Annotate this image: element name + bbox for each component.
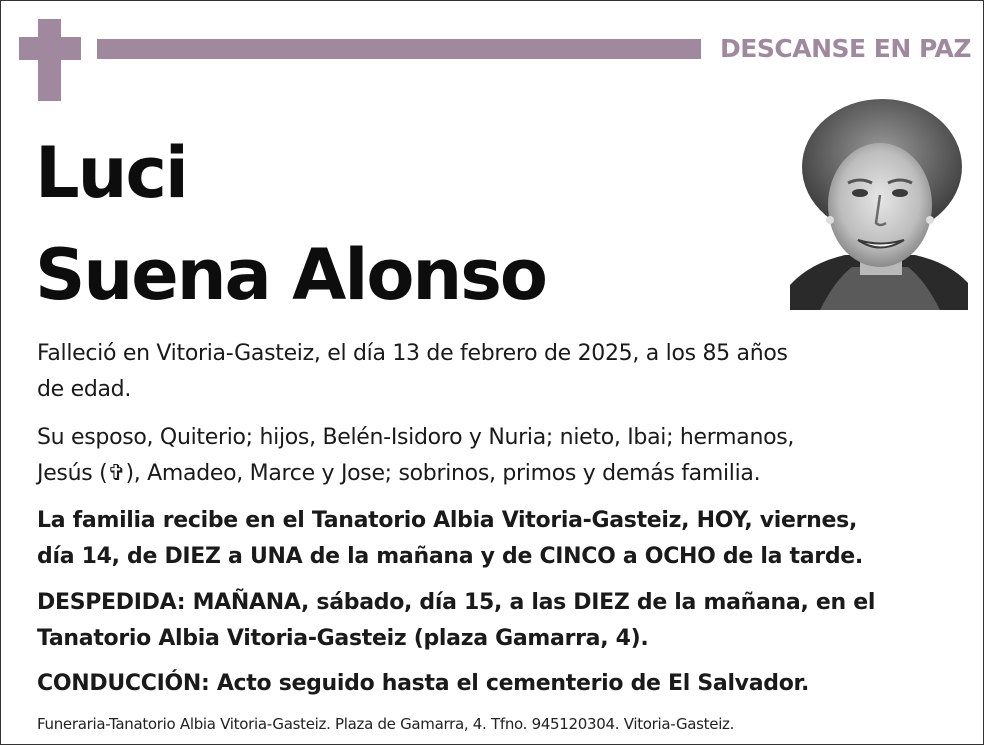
family-line-1: Su esposo, Quiterio; hijos, Belén-Isidoro y Nuria; nieto, Ibai; hermanos, xyxy=(37,425,795,450)
cross-icon-horizontal xyxy=(19,37,81,60)
death-line-1: Falleció en Vitoria-Gasteiz, el día 13 de febrero de 2025, a los 85 años xyxy=(37,341,788,366)
rip-tagline: DESCANSE EN PAZ xyxy=(720,34,971,63)
family-line-2: Jesús (✞), Amadeo, Marce y Jose; sobrinos, primos y demás familia. xyxy=(37,461,761,486)
cross-icon-vertical xyxy=(38,19,61,101)
family-paragraph xyxy=(37,420,957,492)
portrait-icon xyxy=(790,95,968,310)
death-paragraph xyxy=(37,336,957,408)
wake-line-1: La familia recibe en el Tanatorio Albia Vitoria-Gasteiz, HOY, viernes, xyxy=(37,508,858,533)
header-bar xyxy=(97,39,701,59)
conduction-line: CONDUCCIÓN: Acto seguido hasta el cementerio de El Salvador. xyxy=(37,671,810,696)
death-line-2: de edad. xyxy=(37,377,132,402)
wake-line-2: día 14, de DIEZ a UNA de la mañana y de CINCO a OCHO de la tarde. xyxy=(37,544,863,569)
funeral-home-footer: Funeraria-Tanatorio Albia Vitoria-Gasteiz. Plaza de Gamarra, 4. Tfno. 945120304. Vitoria-Gasteiz. xyxy=(37,715,735,733)
deceased-portrait-photo xyxy=(790,95,968,310)
farewell-line-2: Tanatorio Albia Vitoria-Gasteiz (plaza Gamarra, 4). xyxy=(37,626,649,651)
deceased-surnames: Suena Alonso xyxy=(35,234,547,316)
conduction-paragraph xyxy=(37,666,957,702)
farewell-paragraph xyxy=(37,585,957,657)
farewell-line-1: DESPEDIDA: MAÑANA, sábado, día 15, a las DIEZ de la mañana, en el xyxy=(37,590,876,615)
deceased-first-name: Luci xyxy=(35,132,187,214)
wake-paragraph xyxy=(37,503,957,575)
